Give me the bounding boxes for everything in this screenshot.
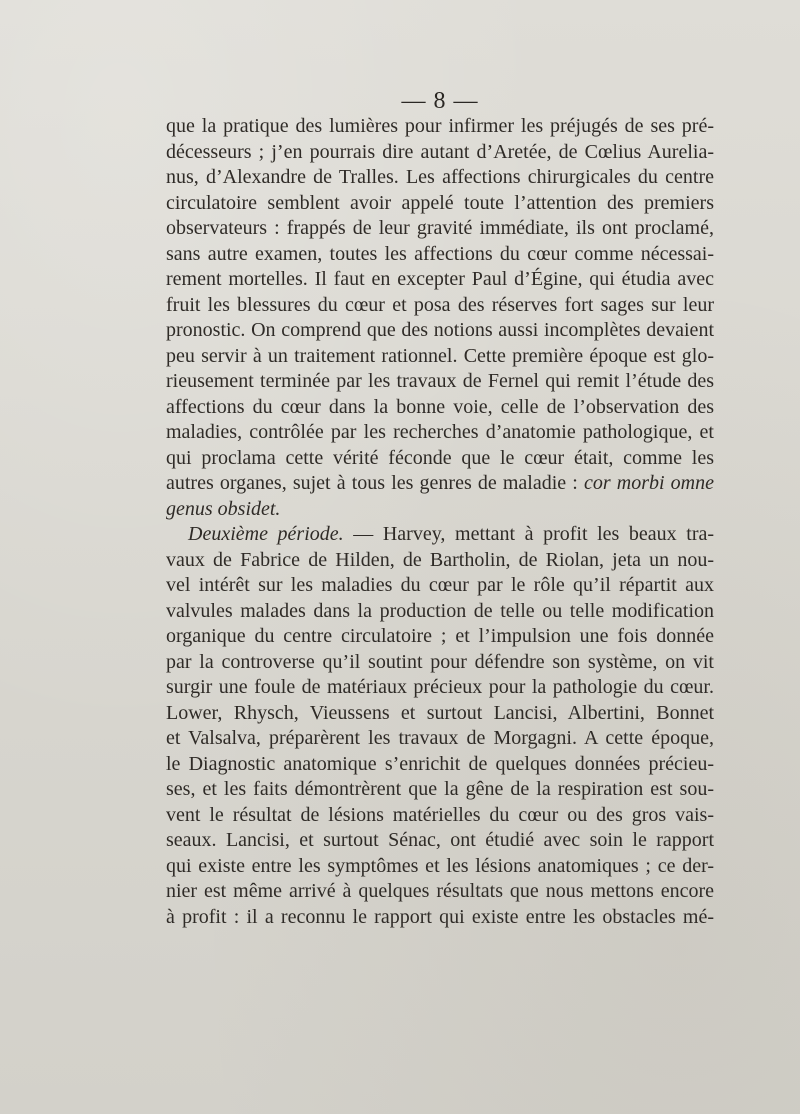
text-line: qui proclama cette vérité féconde que le cœur était, comme les (166, 446, 714, 469)
text-line: qui existe entre les symptômes et les lésions anatomiques ; ce der- (166, 854, 714, 877)
text-line: organique du centre circulatoire ; et l’impulsion une fois donnée (166, 625, 714, 647)
text-line: surgir une foule de matériaux précieux pour la pathologie du cœur. (166, 676, 714, 698)
text-line: et Valsalva, préparèrent les travaux de Morgagni. A cette époque, (166, 727, 714, 749)
section-heading: Deuxième période. (188, 523, 344, 545)
text-line: par la controverse qu’il soutint pour défendre son système, on vit (166, 650, 714, 673)
text-line: maladies, contrôlée par les recherches d’anatomie pathologique, et (166, 421, 714, 443)
text-line: vaux de Fabrice de Hilden, de Bartholin, de Riolan, jeta un nou- (166, 548, 714, 571)
text-line: pronostic. On comprend que des notions aussi incomplètes devaient (166, 319, 714, 341)
text-line: seaux. Lancisi, et surtout Sénac, ont étudié avec soin le rapport (166, 829, 714, 851)
text-line: le Diagnostic anatomique s’enrichit de quelques données précieu- (166, 752, 714, 775)
text-line: décesseurs ; j’en pourrais dire autant d’Aretée, de Cœlius Aureliа- (166, 140, 714, 163)
text-segment: autres organes, sujet à tous les genres de maladie : (166, 472, 578, 494)
latin-quote-end: genus obsidet. (166, 497, 281, 520)
text-line: que la pratique des lumières pour infirmer les préjugés de ses pré- (166, 115, 714, 137)
text-line: vel intérêt sur les maladies du cœur par le rôle qu’il répartit aux (166, 574, 714, 596)
body-text (166, 114, 714, 930)
section-heading-line (166, 522, 714, 548)
page-number: — 8 — (401, 88, 479, 114)
text-line: nier est même arrivé à quelques résultats que nous mettons encore (166, 880, 714, 902)
latin-quote: cor morbi omne (583, 472, 714, 494)
text-line: nus, d’Alexandre de Tralles. Les affections chirurgicales du centre (166, 166, 714, 188)
text-line: à profit : il a reconnu le rapport qui existe entre les obstacles mé- (166, 905, 714, 928)
text-segment: — Harvey, mettant à profit les beaux tra- (353, 523, 715, 545)
text-line: fruit les blessures du cœur et posa des réserves fort sages sur leur (166, 293, 714, 316)
text-line: ses, et les faits démontrèrent que la gêne de la respiration est sou- (166, 778, 714, 800)
text-line: vent le résultat de lésions matérielles du cœur ou des gros vais- (166, 803, 714, 826)
text-line: valvules malades dans la production de telle ou telle modification (166, 599, 714, 622)
text-line: rement mortelles. Il faut en excepter Paul d’Égine, qui étudia avec (166, 268, 714, 290)
text-line: Lower, Rhysch, Vieussens et surtout Lancisi, Albertini, Bonnet (166, 701, 714, 724)
text-line: affections du cœur dans la bonne voie, celle de l’observation des (166, 395, 714, 418)
text-line: sans autre examen, toutes les affections du cœur comme nécessai- (166, 242, 714, 265)
text-line: observateurs : frappés de leur gravité immédiate, ils ont proclamé, (166, 217, 714, 239)
text-line: circulatoire semblent avoir appelé toute l’attention des premiers (166, 191, 714, 214)
text-line: peu servir à un traitement rationnel. Cette première époque est glo- (166, 344, 714, 367)
text-line: rieusement terminée par les travaux de Fernel qui remit l’étude des (166, 370, 714, 392)
text-line-with-latin (166, 471, 714, 497)
